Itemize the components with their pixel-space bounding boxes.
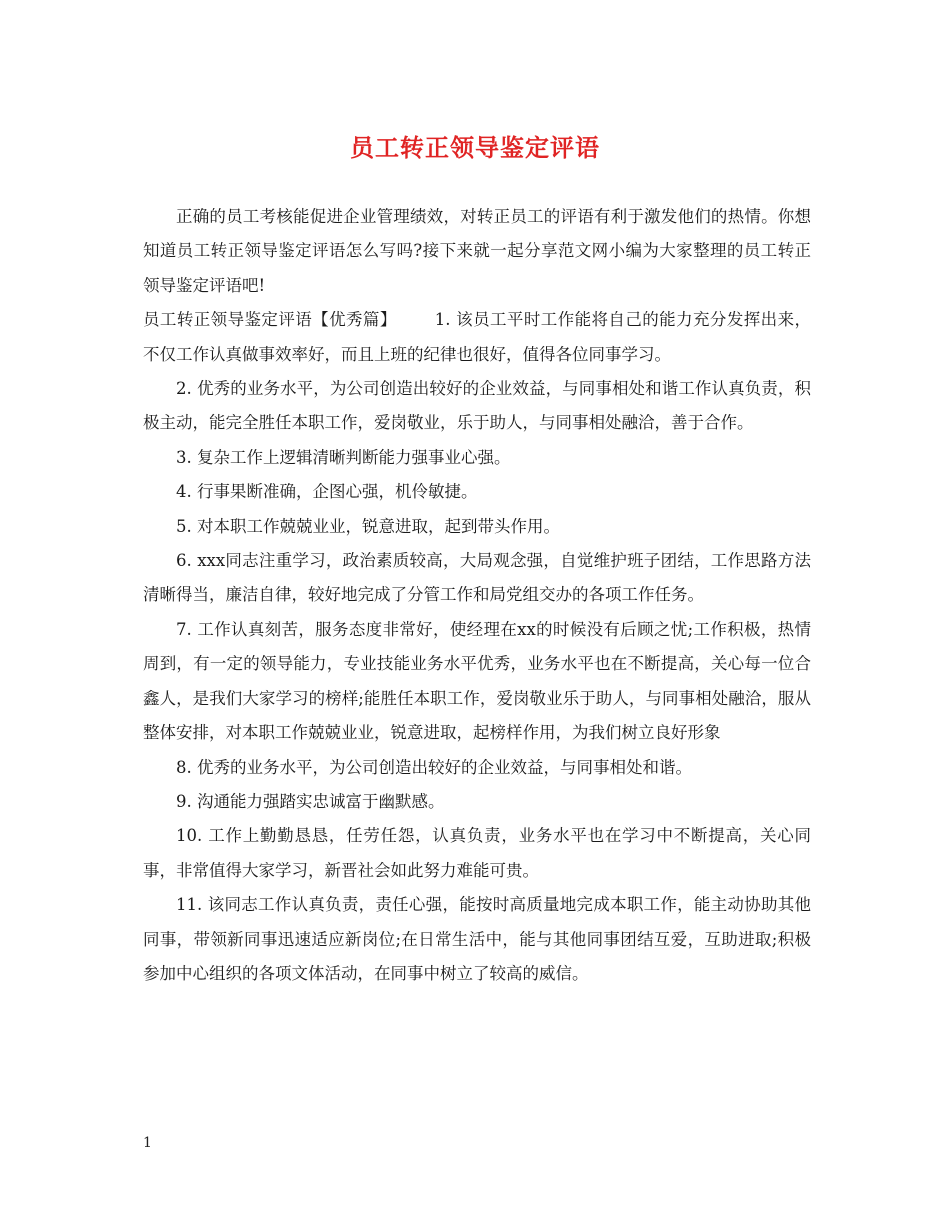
list-item-5: 5. 对本职工作兢兢业业，锐意进取，起到带头作用。 [176,516,560,536]
document-body [143,200,811,991]
section-paragraph [143,303,811,372]
list-item-7: 7. 工作认真刻苦，服务态度非常好，使经理在xx的时候没有后顾之忧;工作积极，热情周到，有一定的领导能力，专业技能业务水平优秀，业务水平也在不断提高，关心每一位合鑫人，是我们大家学习的榜样;能胜任本职工作，爱岗敬业乐于助人，与同事相处融洽，服从整体安排，对本职工作兢兢业业，锐意进取，起榜样作用，为我们树立良好形象 [143,619,811,743]
list-item-4: 4. 行事果断准确，企图心强，机伶敏捷。 [176,482,478,502]
list-item-6: 6. xxx同志注重学习，政治素质较高，大局观念强，自觉维护班子团结，工作思路方法清晰得当，廉洁自律，较好地完成了分管工作和局党组交办的各项工作任务。 [143,551,811,605]
section-heading: 员工转正领导鉴定评语【优秀篇】 [143,310,397,330]
document-title: 员工转正领导鉴定评语 [350,133,600,162]
list-item-1: 1. 该员工平时工作能将自己的能力充分发挥出来，不仅工作认真做事效率好，而且上班的纪律也很好，值得各位同事学习。 [143,310,811,364]
list-item-2: 2. 优秀的业务水平，为公司创造出较好的企业效益，与同事相处和谐工作认真负责，积极主动，能完全胜任本职工作，爱岗敬业，乐于助人，与同事相处融洽，善于合作。 [143,379,811,433]
list-item-9: 9. 沟通能力强踏实忠诚富于幽默感。 [176,791,445,811]
list-item-8: 8. 优秀的业务水平，为公司创造出较好的企业效益，与同事相处和谐。 [176,757,692,777]
page-number: 1 [143,1135,152,1151]
list-item-3: 3. 复杂工作上逻辑清晰判断能力强事业心强。 [176,447,511,467]
list-item-11: 11. 该同志工作认真负责，责任心强，能按时高质量地完成本职工作，能主动协助其他同事，带领新同事迅速适应新岗位;在日常生活中，能与其他同事团结互爱，互助进取;积极参加中心组织的各项文体活动，在同事中树立了较高的威信。 [143,895,811,983]
intro-paragraph: 正确的员工考核能促进企业管理绩效，对转正员工的评语有利于激发他们的热情。你想知道员工转正领导鉴定评语怎么写吗?接下来就一起分享范文网小编为大家整理的员工转正领导鉴定评语吧! [143,207,811,295]
list-item-10: 10. 工作上勤勤恳恳，任劳任怨，认真负责，业务水平也在学习中不断提高，关心同事，非常值得大家学习，新晋社会如此努力难能可贵。 [143,826,811,880]
